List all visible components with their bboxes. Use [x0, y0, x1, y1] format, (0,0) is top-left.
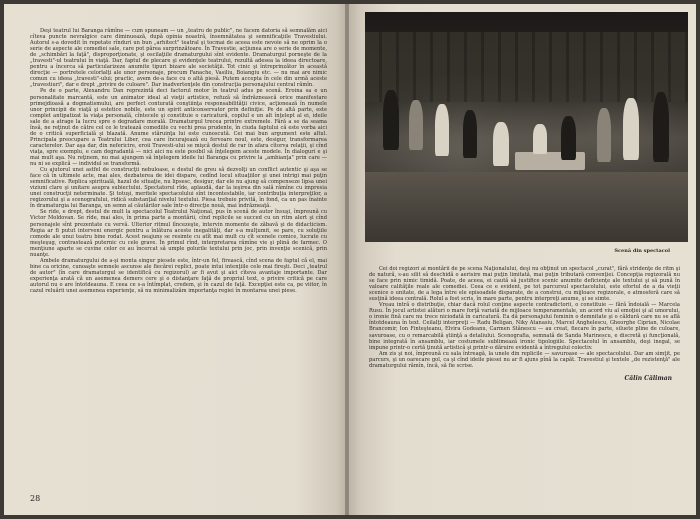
left-paragraph-4: Se ride, e drept, destul de mult la spectacolul Teatrului Naţional, pus în scenă de autor însuşi, împreună cu Victor Moldovan. Se rîde, mai ales, în prima parte a montării, cînd replicile se succed cu un ritm alert şi cînd personajele sînt prezentate cu vervă. Ulterior ritmul lîncezeşte, intervin momente de zăbavă şi de didacticism. Regia ar fi putut interveni energic pentru a înlătura aceste inegalităţi, dar s-a mulţumit, se pare, cu soluţiile comode ale unui teatru bine rodat. Acest neajuns se resimte cu atît mai mult cu cît scenele comice, lucrate cu meşteşug, contrastează puternic cu cele grave. În primul rînd, interpretarea rămîne vie şi plină de farmec. O menţiune aparte se cuvine celor ce au încercat să umple golurile textului prin joc, prin invenţie scenică, prin nuanţe. [30, 209, 327, 258]
photo-figure [409, 100, 423, 150]
photo-figure [597, 108, 611, 162]
photo-figure [533, 124, 547, 154]
photo-figure [561, 116, 576, 160]
book-spread [4, 4, 696, 515]
book-gutter [345, 4, 349, 515]
right-paragraph-1: Cei doi regizori ai montării de pe scena Naţionalului, deşi nu obţinut un spectacol „curat", fără stridenţe de ritm şi de natură, s-au silit să deschidă o aerisire mai puţin limitată, mai puţin tributară convenţiei. Concepţia regizorală nu se face prin nimic timidă. Poate, de aceea, ei caută să justifice scenic anumite deficienţe ale textului şi să pună în valoare calităţile reale ale comediei. Ceea ce e evident, pe tot parcursul spectacolului, este efortul de a da vieţii scenice o unitate, de a lega între ele episoadele disparate, de a construi, cu mijloace regizorale, o atmosferă care să susţină ideea centrală. Rolul a fost scris, în mare parte, pentru interpreţi anume, şi se simte. [369, 266, 680, 303]
right-paragraph-2: Vreau intră o distribuţie, chiar dacă rolul conţine aspecte contradictorii, o constituie — fără îndoială — Marcela Rusu. În jocul artistei alături o mare forţă variată de mijloace temperamentale, un acord viu al emoţiei şi al umorului, o ironie fină care nu trece niciodată în caricatură. Ea dă personajului feminin o demnitate şi o căldură care nu se află întotdeauna în text. Ceilalţi interpreţi — Radu Beligan, Niky Atanasiu, Marcel Anghelescu, Gheorghe Ciprian, Nicolae Brancomir, Ion Finteşteanu, Elvira Godeanu, Carmen Stănescu — au creat, fiecare în parte, siluete pline de culoare, savuroase, cu o remarcabilă ştiinţă a detaliului. Scenografia, semnată de Sanda Marinescu, e discretă şi funcţională, bine integrată în ansamblu, iar costumele sublimează ironic tipologiile. Spectacolul în ansamblu, deşi inegal, se impune printr-o certă ţinută artistică şi printr-o dăruire evidentă a întregului colectiv. [369, 302, 680, 351]
photo-figure [623, 98, 639, 160]
photo-figure [493, 122, 509, 166]
photo-caption: Scenă din spectacol [614, 248, 670, 254]
right-text-block [369, 266, 680, 369]
page-number: 28 [30, 494, 41, 503]
photo-figure [435, 104, 449, 156]
left-paragraph-3: Cu ajutorul unei astfel de construcţii nebuloase, e destul de greu să dezvolţi un conflict autentic şi aşa se face că în ultimele acte, mai ales, dezbaterea de idei dispare, cedînd locul situaţiilor şi unei intrigi mai puţin semnificative. Replica spirituală, hazul de situaţie, nu lipsesc, desigur, dar ele nu ajung să compenseze lipsa unei viziuni clare şi unitare asupra subiectului. Spectatorul rîde, aplaudă, dar la ieşirea din sală rămîne cu impresia unei construcţii neterminate. Şi totuşi, meritele spectacolului sînt incontestabile, iar contribuţia interpreţilor, a regizorului şi a scenografului, ridică substanţial nivelul textului. Piesa trebuie privită, în fond, ca un pas înainte în dramaturgia lui Baranga, un semn al căutărilor sale într-o direcţie nouă, mai îndrăzneaţă. [30, 167, 327, 210]
photo-figure [653, 92, 669, 162]
photo-figure [463, 110, 477, 158]
author-signature: Călin Căliman [624, 374, 672, 382]
right-page [347, 4, 696, 515]
photo-floor [365, 172, 688, 242]
left-paragraph-1: Deşi teatrul lui Baranga rămîne — cum spuneam — un „teatru de public", ne facem datoria să semnalăm aici cîteva puncte nevralgice care diminuează, după opinia noastră, însemnătatea şi semnificaţiile Travestiului. Autorul s-a dovedit în repetate rînduri un bun „arhitect" teatral şi tocmai de aceea este nevoie să ne oprim la o serie de aspecte ale comediei sale, care pot părea surprinzătoare. În Travestie, acţiunea are o serie de momente, de „schimbări la faţă", disproporţionate, şi oscilaţiile dramaturgului sînt evidente. Dramaturgul porneşte de la „travesti"-ul teatrului în viaţă. Dar, faptul de plecare şi evidenţele teatrului, rezultă adesea la ideea directoare, pentru a încerca să particularizeze anumite tipuri bizare ale societăţii. Tot cinic şi întreprinzător în această direcţie — portretele celorlalţi ale unor personaje, precum Fanache, Vasiliu, Boiangiu etc. — nu mai are nimic comun cu ideea „travesti"-ului; practic, avem de-a face cu o altă piesă. Putem accepta în cele din urmă aceste „travestiuri", dar e drept „privire de culoare". Dar inadvertenţele din construcţia personajului central rămîn. [30, 28, 327, 89]
left-paragraph-2: Pe de o parte, Alexandru Dan reprezintă deci factorul motor în teatrul adus pe scenă. Eroina sa e un personalitate marcantă, este un animator ideal al vieţii artistice, refuză să îndrăznească orice manifestare primejdioasă a dogmatismului, are perfect conturată conştiinţa responsabilităţii civice, acţionează în numele unor principii de viaţă şi estetice nobile, este un spirit anticonservator prin definiţie. Pe de altă parte, este complet antipatizat la viaţa personală, cîntecele şi constituie o caricatură, copilul e un alt înţelept al ei, ideile sale de a atrage la lucru spre o degradare morală. Dramaturgul trecea printre extremele. Fără a se da seama însă, ne reţinut de către cel ce le tratează comediile cu vechi prea prudente, în ciuda faptului că este vorba aici de o critică superficială şi blazată. Anume stăruinţa lui este cunoscută. Cei mai bun argument este altul. Principala preocupare a Teatrului Liber, cea care încurajează eu fervoare noul, este, desigur, transformarea caracterelor. Dar aşa dar, din nefericire, eroii Travesti-ului se mişcă destul de rar în afara cîtorva relaţii, şi cînd viaţa, spre exemplu, e cam degradantă — nici aici nu este posibil să înţelegem aceste modele. În dialoguri e şi mai mult aşa. Nu reţinem, nu mai ajungem să înţelegem ideile lui Baranga cu privire la „ambianţa" prin care — nu ni se explică — individul se transformă. [30, 88, 327, 168]
left-page [4, 4, 347, 515]
photo-backdrop [365, 32, 688, 102]
left-paragraph-5: Ambele dramaturgului de a-şi monta singur piesele este, într-un fel, firească, cînd scena de faptul că el, mai bine ca oricine, cunoaşte semnele ascunse ale fiecărei replici, poate intui intenţiile cele mai fireşti. Deci „teatrul de autor" (în care dramaturgul se identifică cu regizorul) ar fi avut şi aici cîteva avantaje importante. Dar experienţa arată că un asemenea demers cere şi o distanţare faţă de propriul text, o privire critică pe care autorul nu o are întotdeauna. E ceea ce s-a întîmplat, credem, şi în cazul de faţă. Excepţiei este ca, pe viitor, în cazul reluării unei asemenea experienţe, să nu minimalizăm importanţa regiei în montarea unei piese. [30, 257, 327, 295]
stage-photo [365, 12, 688, 242]
right-paragraph-3: Am zis şi noi, împreună cu sala întreagă, la unele din replicile — savuroase — ale spectacolului. Dar am simţit, pe parcurs, şi un oarecare gol, ca şi cînd ideile piesei nu ar fi ajuns pînă la capăt. Travestiul şi textele „de rezistenţă" ale dramaturgului rămîn, încă, să fie scrise. [369, 350, 680, 369]
photo-figure [383, 90, 399, 150]
